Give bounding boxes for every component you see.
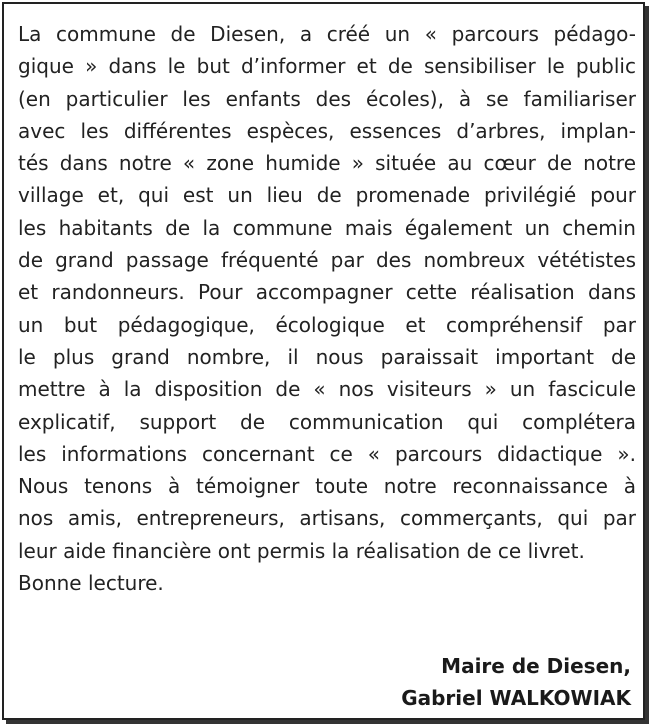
body-line: Bonne lecture. bbox=[18, 571, 164, 596]
body-line: explicatif, support de communication qui complétera bbox=[18, 409, 636, 434]
signature-title: Maire de Diesen, bbox=[441, 654, 631, 678]
body-line: mettre à la disposition de « nos visiteurs » un fascicule bbox=[18, 377, 636, 402]
body-line: leur aide financière ont permis la réalisation de ce livret. bbox=[18, 538, 585, 563]
body-line: Nous tenons à témoigner toute notre reconnaissance à bbox=[18, 474, 636, 499]
text-frame bbox=[2, 2, 645, 720]
body-line: et randonneurs. Pour accompagner cette réalisation dans bbox=[18, 280, 636, 305]
body-line: avec les différentes espèces, essences d’arbres, implan- bbox=[18, 118, 636, 143]
body-line: nos amis, entrepreneurs, artisans, commerçants, qui par bbox=[18, 506, 636, 531]
body-line: La commune de Diesen, a créé un « parcours pédago- bbox=[18, 22, 636, 46]
body-line: (en particulier les enfants des écoles), à se familiariser bbox=[18, 86, 636, 111]
body-line: gique » dans le but d’informer et de sensibiliser le public bbox=[18, 54, 636, 79]
body-text bbox=[18, 18, 636, 599]
body-line: le plus grand nombre, il nous paraissait important de bbox=[18, 344, 636, 369]
body-line: de grand passage fréquenté par des nombreux vététistes bbox=[18, 248, 636, 273]
body-line: les habitants de la commune mais également un chemin bbox=[18, 215, 636, 240]
body-line: un but pédagogique, écologique et compréhensif par bbox=[18, 312, 636, 337]
signature-name: Gabriel WALKOWIAK bbox=[401, 686, 631, 710]
signature-block bbox=[401, 650, 631, 714]
body-line: village et, qui est un lieu de promenade privilégié pour bbox=[18, 183, 636, 208]
body-line: tés dans notre « zone humide » située au cœur de notre bbox=[18, 151, 636, 176]
body-line: les informations concernant ce « parcours didactique ». bbox=[18, 441, 636, 466]
